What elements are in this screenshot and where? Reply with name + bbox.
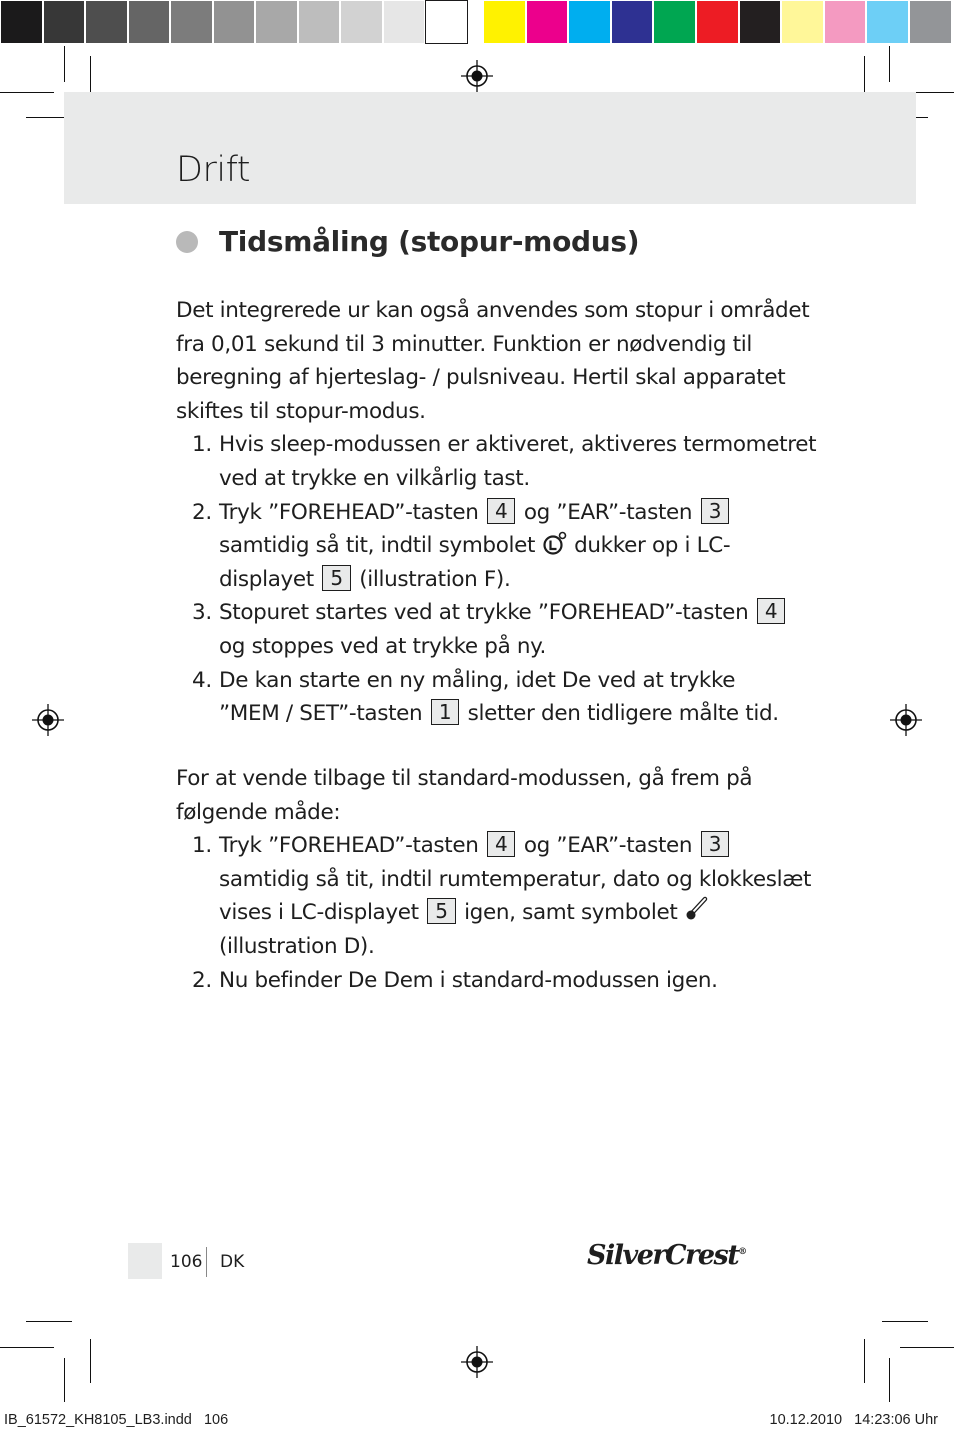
color-swatch: [425, 0, 468, 44]
step-text: sletter den tidligere målte tid.: [467, 701, 779, 727]
color-swatch: [0, 0, 43, 44]
step-text: Tryk ”FOREHEAD”-tasten: [219, 833, 479, 859]
color-swatch: [739, 0, 782, 44]
color-swatch: [128, 0, 171, 44]
registration-mark-icon: [461, 1346, 493, 1378]
crop-mark: [0, 92, 54, 93]
section-heading: Tidsmåling (stopur-modus): [219, 225, 640, 258]
crop-mark: [64, 1358, 65, 1402]
step-text: Hvis sleep-modussen er aktiveret, aktiveres termometret: [219, 432, 817, 458]
color-swatch: [781, 0, 824, 44]
registration-mark-icon: [890, 704, 922, 736]
step-text: og stoppes ved at trykke på ny.: [219, 633, 546, 659]
print-slug-file: IB_61572_KH8105_LB3.indd 106: [4, 1412, 229, 1428]
registration-mark-icon: [461, 60, 493, 92]
crop-mark: [0, 1347, 54, 1348]
print-slug-datetime: 10.12.2010 14:23:06 Uhr: [769, 1412, 938, 1428]
list-item: [176, 496, 796, 597]
key-ref-lc-display: 5: [322, 565, 350, 591]
step-line: [219, 596, 796, 630]
footer-tab: [128, 1243, 162, 1279]
paragraph-line: følgende måde:: [176, 799, 341, 825]
key-ref-forehead: 4: [487, 831, 515, 857]
page-number: 106: [170, 1252, 203, 1272]
step-line: [219, 529, 796, 563]
page-language: DK: [220, 1252, 245, 1272]
key-ref-lc-display: 5: [427, 898, 455, 924]
list-item: [176, 596, 796, 663]
step-text: vises i LC-displayet: [219, 900, 419, 926]
key-ref-mem-set: 1: [431, 699, 459, 725]
color-swatch: [909, 0, 952, 44]
step-number: 4.: [192, 667, 212, 693]
color-swatch: [213, 0, 256, 44]
step-text: De kan starte en ny måling, idet De ved at trykke: [219, 667, 736, 693]
crop-mark: [864, 1339, 865, 1383]
step-text: (illustration F).: [359, 566, 511, 592]
color-swatch: [483, 0, 526, 44]
footer-divider: [206, 1247, 207, 1277]
body-block-standard-mode: [176, 762, 812, 997]
registration-mark-icon: [32, 704, 64, 736]
body-block-stopwatch: [176, 294, 817, 731]
brand-name: SilverCrest: [587, 1240, 739, 1271]
color-swatch: [43, 0, 86, 44]
crop-mark: [900, 1347, 954, 1348]
step-text: ved at trykke en vilkårlig tast.: [219, 465, 530, 491]
crop-mark: [64, 46, 65, 82]
step-number: 1.: [192, 833, 212, 859]
paragraph-line: skiftes til stopur-modus.: [176, 398, 426, 424]
step-text: igen, samt symbolet: [464, 900, 678, 926]
step-line: [219, 896, 796, 930]
list-item: [176, 964, 796, 998]
step-number: 2.: [192, 967, 212, 993]
step-text: (illustration D).: [219, 933, 375, 959]
step-text: samtidig så tit, indtil rumtemperatur, dato og klokkeslæt: [219, 866, 812, 892]
step-text: samtidig så tit, indtil symbolet: [219, 533, 536, 559]
step-line: [219, 496, 796, 530]
gray-color-bar: [0, 0, 468, 46]
color-swatch: [568, 0, 611, 44]
step-text: og ”EAR”-tasten: [523, 833, 693, 859]
crop-mark: [90, 1339, 91, 1383]
paragraph-line: Det integrerede ur kan også anvendes som stopur i området: [176, 298, 810, 323]
color-swatch: [298, 0, 341, 44]
step-text: Stopuret startes ved at trykke ”FOREHEAD”-tasten: [219, 600, 749, 626]
stopwatch-symbol-icon: [542, 531, 568, 555]
list-item: [176, 428, 817, 495]
color-swatch: [526, 0, 569, 44]
paragraph-line: For at vende tilbage til standard-modussen, gå frem på: [176, 766, 753, 791]
color-swatch: [611, 0, 654, 44]
step-text: ”MEM / SET”-tasten: [219, 701, 423, 727]
key-ref-ear: 3: [701, 498, 729, 524]
step-text: Tryk ”FOREHEAD”-tasten: [219, 499, 479, 525]
list-item: [176, 664, 796, 731]
color-swatch: [653, 0, 696, 44]
crop-mark: [882, 1321, 928, 1322]
color-swatch: [383, 0, 426, 44]
paragraph-line: fra 0,01 sekund til 3 minutter. Funktion er nødvendig til: [176, 331, 752, 357]
process-color-bar: [483, 0, 952, 46]
step-number: 3.: [192, 600, 212, 626]
page-title: Drift: [176, 150, 250, 190]
list-item: [176, 829, 812, 963]
step-text: dukker op i LC-: [574, 533, 731, 559]
crop-mark: [889, 1358, 890, 1402]
paragraph-line: beregning af hjerteslag- / pulsniveau. Hertil skal apparatet: [176, 365, 786, 391]
color-swatch: [824, 0, 867, 44]
step-text: Nu befinder De Dem i standard-modussen igen.: [219, 967, 718, 993]
color-swatch: [340, 0, 383, 44]
color-swatch: [170, 0, 213, 44]
section-bullet-icon: [176, 231, 198, 253]
color-swatch: [255, 0, 298, 44]
step-number: 2.: [192, 499, 212, 525]
color-swatch: [866, 0, 909, 44]
brand-logo: [587, 1240, 747, 1271]
color-swatch: [696, 0, 739, 44]
key-ref-ear: 3: [701, 831, 729, 857]
step-line: [219, 697, 796, 731]
color-swatch: [85, 0, 128, 44]
step-text: og ”EAR”-tasten: [523, 499, 693, 525]
step-text: displayet: [219, 566, 314, 592]
step-line: [219, 563, 796, 597]
step-line: [219, 829, 796, 863]
key-ref-forehead: 4: [757, 598, 785, 624]
step-number: 1.: [192, 432, 212, 458]
thermometer-symbol-icon: [684, 896, 710, 922]
registered-mark: ®: [738, 1247, 748, 1257]
crop-mark: [889, 46, 890, 82]
key-ref-forehead: 4: [487, 498, 515, 524]
crop-mark: [26, 1321, 72, 1322]
